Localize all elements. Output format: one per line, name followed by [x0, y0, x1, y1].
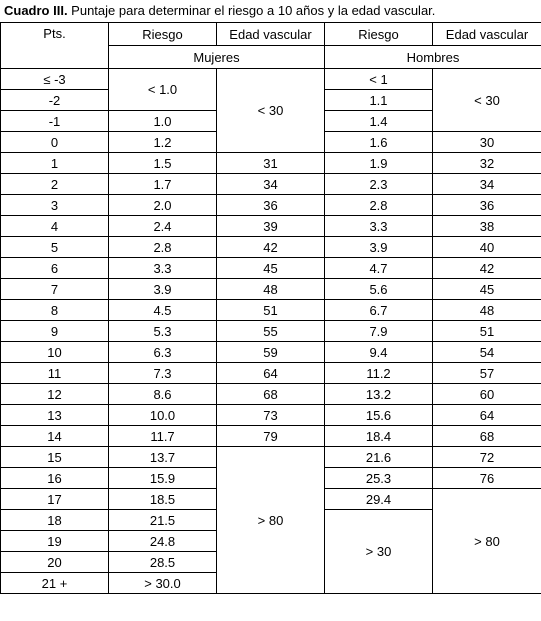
table-row	[1, 426, 541, 447]
header-pts: Pts.	[1, 23, 109, 69]
cell-riesgo-hombres: 13.2	[325, 384, 433, 405]
cell-edad-hombres: 48	[433, 300, 541, 321]
cell-edad-hombres: 64	[433, 405, 541, 426]
cell-edad-mujeres: 39	[217, 216, 325, 237]
cell-pts: 17	[1, 489, 109, 510]
cell-edad-mujeres: 79	[217, 426, 325, 447]
cell-edad-hombres: 30	[433, 132, 541, 153]
table-row	[1, 279, 541, 300]
cell-riesgo-mujeres: < 1.0	[109, 69, 217, 111]
table-row	[1, 174, 541, 195]
cell-pts: 18	[1, 510, 109, 531]
cell-edad-hombres: 40	[433, 237, 541, 258]
header-riesgo-hombres: Riesgo	[325, 23, 433, 46]
table-caption	[0, 0, 541, 22]
cell-riesgo-hombres: 3.3	[325, 216, 433, 237]
cell-edad-mujeres: < 30	[217, 69, 325, 153]
cell-riesgo-hombres: 29.4	[325, 489, 433, 510]
cell-riesgo-mujeres: 1.2	[109, 132, 217, 153]
cell-riesgo-mujeres: 28.5	[109, 552, 217, 573]
cell-riesgo-mujeres: 3.9	[109, 279, 217, 300]
caption-label: Cuadro III.	[4, 3, 68, 18]
cell-riesgo-hombres: 15.6	[325, 405, 433, 426]
cell-riesgo-hombres: 11.2	[325, 363, 433, 384]
cell-riesgo-mujeres: 24.8	[109, 531, 217, 552]
table-row	[1, 237, 541, 258]
risk-table	[0, 22, 541, 594]
cell-riesgo-hombres: 3.9	[325, 237, 433, 258]
cell-edad-hombres: 54	[433, 342, 541, 363]
table-row	[1, 69, 541, 90]
cell-riesgo-mujeres: 7.3	[109, 363, 217, 384]
cell-edad-mujeres: 51	[217, 300, 325, 321]
cell-riesgo-hombres: 25.3	[325, 468, 433, 489]
cell-pts: 16	[1, 468, 109, 489]
cell-riesgo-mujeres: 2.0	[109, 195, 217, 216]
cell-edad-mujeres: > 80	[217, 447, 325, 594]
cell-riesgo-hombres: 1.1	[325, 90, 433, 111]
cell-riesgo-mujeres: 13.7	[109, 447, 217, 468]
cell-pts: 13	[1, 405, 109, 426]
cell-riesgo-mujeres: 2.8	[109, 237, 217, 258]
cell-pts: -2	[1, 90, 109, 111]
cell-edad-mujeres: 73	[217, 405, 325, 426]
cell-pts: 21 +	[1, 573, 109, 594]
cell-edad-hombres: 42	[433, 258, 541, 279]
cell-pts: 11	[1, 363, 109, 384]
cell-edad-hombres: 34	[433, 174, 541, 195]
cell-pts: 6	[1, 258, 109, 279]
cell-edad-hombres: 68	[433, 426, 541, 447]
cell-pts: 5	[1, 237, 109, 258]
cell-pts: 15	[1, 447, 109, 468]
caption-text: Puntaje para determinar el riesgo a 10 años y la edad vascular.	[67, 3, 436, 18]
cell-edad-mujeres: 48	[217, 279, 325, 300]
cell-edad-mujeres: 59	[217, 342, 325, 363]
cell-edad-mujeres: 45	[217, 258, 325, 279]
cell-edad-hombres: < 30	[433, 69, 541, 132]
cell-edad-mujeres: 36	[217, 195, 325, 216]
table-row	[1, 447, 541, 468]
cell-pts: 7	[1, 279, 109, 300]
cell-edad-hombres: 57	[433, 363, 541, 384]
cell-pts: 10	[1, 342, 109, 363]
cell-pts: 9	[1, 321, 109, 342]
cell-riesgo-hombres: 9.4	[325, 342, 433, 363]
table-row	[1, 405, 541, 426]
cell-pts: 1	[1, 153, 109, 174]
header-edad-hombres: Edad vascular	[433, 23, 541, 46]
cell-pts: 8	[1, 300, 109, 321]
cell-riesgo-mujeres: 15.9	[109, 468, 217, 489]
cell-pts: 14	[1, 426, 109, 447]
cell-riesgo-mujeres: 21.5	[109, 510, 217, 531]
table-row	[1, 363, 541, 384]
table-row	[1, 195, 541, 216]
cell-riesgo-hombres: 2.3	[325, 174, 433, 195]
cell-pts: 19	[1, 531, 109, 552]
header-edad-mujeres: Edad vascular	[217, 23, 325, 46]
cell-pts: -1	[1, 111, 109, 132]
cell-riesgo-mujeres: > 30.0	[109, 573, 217, 594]
table-row	[1, 321, 541, 342]
cell-edad-hombres: 76	[433, 468, 541, 489]
table-row	[1, 384, 541, 405]
group-mujeres: Mujeres	[109, 46, 325, 69]
cell-riesgo-mujeres: 3.3	[109, 258, 217, 279]
cell-riesgo-mujeres: 1.7	[109, 174, 217, 195]
cell-edad-mujeres: 42	[217, 237, 325, 258]
cell-riesgo-hombres: < 1	[325, 69, 433, 90]
cell-riesgo-hombres: 1.4	[325, 111, 433, 132]
cell-pts: 3	[1, 195, 109, 216]
cell-edad-mujeres: 68	[217, 384, 325, 405]
cell-riesgo-mujeres: 5.3	[109, 321, 217, 342]
cell-riesgo-hombres: > 30	[325, 510, 433, 594]
cell-riesgo-hombres: 1.9	[325, 153, 433, 174]
cell-riesgo-hombres: 5.6	[325, 279, 433, 300]
cell-edad-hombres: 45	[433, 279, 541, 300]
cell-riesgo-mujeres: 1.5	[109, 153, 217, 174]
cell-riesgo-mujeres: 18.5	[109, 489, 217, 510]
cell-edad-hombres: 60	[433, 384, 541, 405]
cell-edad-mujeres: 64	[217, 363, 325, 384]
table-row	[1, 258, 541, 279]
cell-pts: 4	[1, 216, 109, 237]
cell-riesgo-hombres: 18.4	[325, 426, 433, 447]
cell-riesgo-mujeres: 11.7	[109, 426, 217, 447]
cell-pts: 12	[1, 384, 109, 405]
cell-riesgo-mujeres: 2.4	[109, 216, 217, 237]
cell-pts: 2	[1, 174, 109, 195]
cell-edad-hombres: 72	[433, 447, 541, 468]
table-row	[1, 216, 541, 237]
cell-pts: 0	[1, 132, 109, 153]
table-row	[1, 153, 541, 174]
cell-riesgo-mujeres: 6.3	[109, 342, 217, 363]
header-row	[1, 23, 541, 46]
cell-edad-hombres: 51	[433, 321, 541, 342]
cell-riesgo-mujeres: 10.0	[109, 405, 217, 426]
table-row	[1, 342, 541, 363]
cell-riesgo-hombres: 4.7	[325, 258, 433, 279]
table-row	[1, 300, 541, 321]
cell-riesgo-mujeres: 8.6	[109, 384, 217, 405]
cell-riesgo-mujeres: 1.0	[109, 111, 217, 132]
cell-riesgo-hombres: 2.8	[325, 195, 433, 216]
cell-edad-hombres: > 80	[433, 489, 541, 594]
cell-edad-hombres: 38	[433, 216, 541, 237]
cell-edad-hombres: 36	[433, 195, 541, 216]
cell-riesgo-hombres: 6.7	[325, 300, 433, 321]
cell-edad-mujeres: 34	[217, 174, 325, 195]
group-hombres: Hombres	[325, 46, 541, 69]
cell-riesgo-mujeres: 4.5	[109, 300, 217, 321]
cell-riesgo-hombres: 21.6	[325, 447, 433, 468]
cell-pts: ≤ -3	[1, 69, 109, 90]
cell-pts: 20	[1, 552, 109, 573]
cell-edad-hombres: 32	[433, 153, 541, 174]
header-riesgo-mujeres: Riesgo	[109, 23, 217, 46]
cell-edad-mujeres: 55	[217, 321, 325, 342]
cell-riesgo-hombres: 1.6	[325, 132, 433, 153]
cell-edad-mujeres: 31	[217, 153, 325, 174]
cell-riesgo-hombres: 7.9	[325, 321, 433, 342]
